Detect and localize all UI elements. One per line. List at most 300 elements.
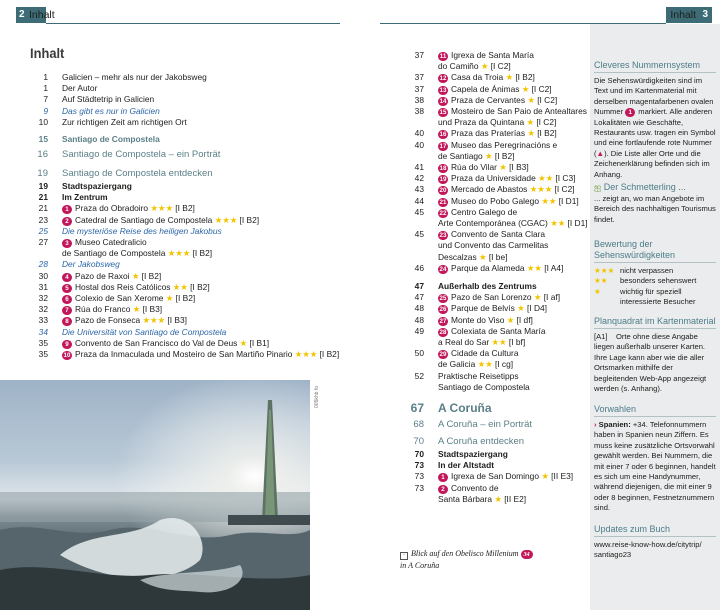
toc-entry bbox=[410, 95, 580, 106]
toc-page-number: 73 bbox=[414, 471, 424, 482]
toc-entry bbox=[30, 338, 370, 349]
rating-stars: ★★ bbox=[526, 262, 542, 273]
rating-stars: ★ bbox=[239, 337, 248, 348]
toc-title: In der Altstadt bbox=[438, 460, 494, 471]
toc-entry bbox=[30, 282, 370, 293]
toc-title: Der Jakobsweg bbox=[62, 259, 120, 270]
toc-page-number: 48 bbox=[414, 314, 424, 325]
toc-entry bbox=[410, 151, 580, 162]
sight-number-badge: 20 bbox=[439, 187, 447, 195]
lock-icon: ▲ bbox=[596, 148, 605, 158]
bewertung-title-2: Sehenswürdigkeiten bbox=[594, 250, 676, 260]
sight-number-badge: 2 bbox=[62, 217, 72, 226]
toc-entry bbox=[410, 483, 580, 494]
map-reference: [I be] bbox=[488, 251, 508, 262]
toc-entry bbox=[410, 371, 580, 382]
toc-page-number: 37 bbox=[414, 83, 424, 94]
toc-title: Galicien – mehr als nur der Jakobsweg bbox=[62, 72, 207, 82]
toc-entry bbox=[30, 106, 370, 117]
vorwahlen-label: Spanien: bbox=[598, 420, 631, 429]
toc-entry-text bbox=[438, 337, 525, 348]
toc-entry bbox=[410, 348, 580, 359]
planquadrat-body: Orte ohne diese Angabe liegen außerhalb unserer Karten. Ihre Lage kann aber wie die aller Ortsmarken mithilfe der begleitenden Web-App angezeigt werden (s. Anhang). bbox=[594, 332, 707, 394]
toc-entry-text bbox=[62, 248, 212, 259]
toc-entry-text bbox=[438, 281, 537, 292]
toc-title: A Coruña entdecken bbox=[438, 436, 525, 447]
toc-entry bbox=[410, 359, 580, 370]
toc-page-number: 35 bbox=[38, 337, 48, 348]
planquadrat-text bbox=[594, 332, 716, 394]
nummern-text-1: Die Sehenswürdigkeiten sind im Text und im Kartenmaterial mit derselben magentafarbenen ovalen Nummer bbox=[594, 76, 714, 117]
toc-entry bbox=[410, 196, 580, 207]
toc-title: Centro Galego de bbox=[451, 206, 518, 217]
toc-entry bbox=[30, 315, 370, 326]
toc-title: Auf Städtetrip in Galicien bbox=[62, 94, 155, 105]
updates-url-2[interactable]: santiago23 bbox=[594, 550, 632, 560]
nummern-badge: 1 bbox=[625, 108, 635, 117]
toc-page-number: 40 bbox=[414, 128, 424, 139]
rating-stars: ★★★ bbox=[529, 184, 553, 195]
rating-stars: ★ bbox=[517, 303, 525, 314]
toc-entry bbox=[410, 494, 580, 505]
toc-title: Hostal dos Reis Católicos bbox=[75, 281, 171, 292]
sight-number-badge: 25 bbox=[439, 295, 447, 303]
map-reference: [I D1] bbox=[567, 218, 588, 228]
toc-entry bbox=[30, 203, 370, 214]
toc-page-number: 73 bbox=[414, 460, 424, 471]
rating-stars: ★★ bbox=[172, 281, 188, 292]
rating-stars: ★ bbox=[485, 150, 493, 161]
toc-title: Convento de bbox=[451, 482, 499, 493]
toc-entry bbox=[410, 218, 588, 229]
rating-stars: ★ bbox=[131, 270, 140, 281]
toc-title: Der Autor bbox=[62, 83, 98, 94]
rating-stars: ★★ bbox=[477, 359, 493, 370]
toc-entry-text bbox=[438, 401, 492, 415]
toc-entry bbox=[30, 271, 370, 282]
map-reference: [I B2] bbox=[239, 214, 260, 225]
toc-entry bbox=[30, 304, 370, 315]
toc-entry bbox=[410, 207, 580, 218]
map-reference: [I C3] bbox=[555, 173, 576, 184]
toc-entry bbox=[410, 50, 580, 61]
toc-entry-text bbox=[62, 117, 187, 128]
toc-title: Santiago de Compostela entdecken bbox=[62, 168, 213, 179]
sight-number-badge: 12 bbox=[439, 75, 447, 83]
sight-number-badge: 1 bbox=[438, 473, 448, 482]
toc-title: Mercado de Abastos bbox=[451, 184, 528, 195]
toc-title: Santiago de Compostela bbox=[62, 134, 160, 144]
sight-number-badge: 29 bbox=[439, 351, 447, 359]
toc-entry-text bbox=[438, 483, 499, 494]
map-reference: [I B2] bbox=[175, 203, 195, 214]
toc-title: Im Zentrum bbox=[62, 192, 108, 203]
toc-page-number: 25 bbox=[38, 225, 48, 236]
toc-page-number: 19 bbox=[38, 181, 48, 191]
rating-stars: ★ bbox=[526, 117, 534, 128]
toc-entry bbox=[410, 252, 580, 263]
left-header-label: Inhalt bbox=[29, 9, 55, 21]
rating-stars: ★★★ bbox=[150, 203, 173, 214]
toc-entry-text bbox=[62, 94, 154, 105]
toc-entry bbox=[410, 471, 580, 482]
toc-title: Arte Contemporánea (CGAC) bbox=[438, 218, 548, 228]
map-reference: [I B2] bbox=[537, 128, 557, 139]
toc-title: Die Universität von Santiago de Compostela bbox=[62, 326, 227, 337]
map-reference: [I df] bbox=[516, 314, 533, 325]
toc-entry bbox=[30, 327, 370, 338]
toc-page-number: 43 bbox=[414, 184, 424, 195]
toc-page-number: 10 bbox=[38, 116, 48, 127]
toc-entry-text bbox=[438, 348, 519, 359]
sight-number-badge: 21 bbox=[439, 198, 447, 206]
map-reference: [I af] bbox=[543, 292, 561, 303]
toc-title: de Galicia bbox=[438, 359, 476, 370]
map-reference: [I B3] bbox=[167, 315, 187, 326]
toc-page-number: 23 bbox=[38, 214, 48, 225]
toc-page-number: 68 bbox=[413, 419, 424, 430]
toc-entry bbox=[30, 94, 370, 105]
toc-entry bbox=[410, 401, 580, 415]
toc-page-number: 70 bbox=[414, 449, 424, 459]
toc-page-number: 45 bbox=[414, 229, 424, 240]
toc-entry-text bbox=[438, 494, 526, 505]
toc-page-number: 38 bbox=[414, 94, 424, 105]
toc-title: Convento de San Francisco do Val de Deus bbox=[75, 337, 238, 348]
toc-page-number: 1 bbox=[43, 72, 48, 82]
toc-entry-text bbox=[438, 326, 546, 337]
toc-entry-text bbox=[62, 181, 132, 192]
toc-page-number: 28 bbox=[38, 259, 48, 270]
sight-number-badge: 24 bbox=[439, 265, 447, 273]
toc-page-number: 21 bbox=[38, 192, 48, 203]
toc-title: Stadtspaziergang bbox=[62, 181, 132, 191]
sight-number-badge: 22 bbox=[439, 209, 447, 217]
toc-entry bbox=[410, 460, 580, 471]
rating-stars: ★ bbox=[499, 162, 507, 172]
rating-legend-text: wichtig für speziell bbox=[620, 286, 682, 296]
sidebar-rule bbox=[594, 416, 716, 417]
toc-entry-text bbox=[438, 162, 529, 173]
rating-stars: ★ bbox=[478, 251, 487, 262]
map-reference: [I bf] bbox=[508, 337, 526, 347]
sidebar-schmetterling bbox=[594, 182, 716, 225]
toc-entry bbox=[30, 237, 370, 248]
toc-entry-text bbox=[438, 117, 556, 128]
toc-title: Parque de Belvís bbox=[451, 303, 515, 314]
sight-number-badge: 17 bbox=[439, 142, 447, 150]
toc-title: Casa da Troia bbox=[451, 72, 504, 83]
sight-number-badge: 6 bbox=[62, 295, 72, 304]
toc-entry-text bbox=[62, 282, 210, 293]
rating-stars: ★ bbox=[505, 72, 513, 83]
sight-number-badge: 13 bbox=[439, 86, 447, 94]
left-page-number: 2 bbox=[19, 9, 25, 20]
toc-title: Praza da Universidade bbox=[451, 173, 536, 184]
toc-page-number: 16 bbox=[37, 149, 48, 160]
toc-entry-text bbox=[438, 95, 557, 106]
rating-stars: ★ bbox=[494, 493, 502, 504]
rating-legend-row bbox=[594, 276, 716, 286]
sight-number-badge: 11 bbox=[439, 53, 447, 60]
toc-entry bbox=[410, 128, 580, 139]
sight-number-badge: 19 bbox=[439, 176, 447, 184]
rating-stars: ★★★ bbox=[167, 248, 191, 259]
toc-entry-text bbox=[438, 207, 517, 218]
toc-title: Capela de Ánimas bbox=[451, 83, 520, 94]
rating-legend-text: nicht verpassen bbox=[620, 266, 674, 275]
sight-number-badge: 10 bbox=[63, 352, 71, 359]
toc-entry bbox=[30, 149, 370, 160]
map-reference: [I C2] bbox=[554, 184, 575, 195]
toc-entry-text bbox=[438, 460, 494, 471]
toc-entry-text bbox=[438, 436, 524, 447]
map-reference: [I B3] bbox=[142, 304, 163, 315]
toc-page-number: 47 bbox=[414, 292, 424, 303]
toc-entry-text bbox=[62, 134, 160, 145]
toc-entry-text bbox=[438, 382, 530, 393]
toc-title: A Coruña bbox=[438, 401, 492, 415]
butterfly-icon: ஐ bbox=[594, 182, 602, 192]
toc-page-number: 70 bbox=[413, 436, 424, 447]
map-reference: [I D4] bbox=[526, 303, 547, 314]
map-reference: [I D1] bbox=[558, 195, 579, 206]
toc-entry-text bbox=[62, 293, 195, 304]
nummern-title: Cleveres Nummernsystem bbox=[594, 60, 701, 70]
toc-page-number: 30 bbox=[38, 270, 48, 281]
right-page-number: 3 bbox=[702, 9, 708, 20]
toc-entry bbox=[30, 248, 370, 259]
info-sidebar bbox=[590, 24, 720, 610]
toc-entry-text bbox=[438, 252, 507, 263]
toc-page-number: 35 bbox=[38, 349, 48, 359]
nummern-text bbox=[594, 76, 716, 180]
rating-stars: ★★ bbox=[491, 337, 507, 347]
toc-entry-text bbox=[438, 196, 579, 207]
vorwahlen-text bbox=[594, 420, 716, 514]
toc-page-number: 45 bbox=[414, 206, 424, 217]
toc-page-number: 42 bbox=[414, 173, 424, 184]
toc-entry-text bbox=[62, 338, 269, 349]
toc-entry-text bbox=[62, 349, 339, 360]
sight-number-badge: 28 bbox=[439, 328, 447, 336]
rating-legend-text: besonders sehenswert bbox=[620, 276, 697, 286]
toc-entry bbox=[410, 326, 580, 337]
map-reference: [I B2] bbox=[494, 150, 515, 161]
rating-stars: ★ bbox=[527, 94, 535, 105]
photo-obelisco bbox=[0, 380, 310, 610]
toc-entry-text bbox=[62, 149, 220, 160]
toc-entry-text bbox=[438, 61, 511, 72]
toc-entry bbox=[30, 293, 370, 304]
toc-entry bbox=[410, 337, 580, 348]
toc-entry-text bbox=[62, 271, 161, 282]
sight-number-badge: 27 bbox=[439, 317, 447, 325]
toc-entry-text bbox=[438, 128, 557, 139]
sight-number-badge: 16 bbox=[439, 131, 447, 139]
photo-illustration bbox=[0, 380, 310, 610]
toc-entry-text bbox=[62, 106, 160, 117]
toc-entry-text bbox=[438, 359, 513, 370]
left-page-tab bbox=[16, 7, 55, 23]
toc-title: Die mysteriöse Reise des heiligen Jakobus bbox=[62, 225, 222, 236]
toc-entry bbox=[410, 436, 580, 447]
toc-entry-text bbox=[438, 106, 587, 117]
toc-title: Praza da Inmaculada und Mosteiro de San Martiño Pinario bbox=[75, 349, 293, 359]
planquadrat-ref: [A1] bbox=[594, 332, 608, 341]
toc-title: Rúa do Vilar bbox=[451, 162, 497, 172]
toc-entry-text bbox=[438, 371, 519, 382]
bewertung-title-1: Bewertung der bbox=[594, 239, 653, 249]
toc-entry-text bbox=[438, 263, 563, 274]
toc-title: Pazo de Fonseca bbox=[75, 315, 141, 326]
toc-page-number: 33 bbox=[38, 315, 48, 326]
toc-entry-text bbox=[62, 237, 147, 248]
sight-number-badge: 9 bbox=[62, 340, 72, 349]
caption-line-2: in A Coruña bbox=[400, 561, 440, 570]
rating-legend bbox=[594, 266, 716, 308]
sight-number-badge: 18 bbox=[439, 165, 447, 172]
photo-caption bbox=[400, 548, 570, 571]
sidebar-rule bbox=[594, 72, 716, 73]
toc-entry bbox=[30, 72, 370, 83]
toc-title: Stadtspaziergang bbox=[438, 449, 508, 459]
toc-page-number: 1 bbox=[43, 83, 48, 94]
sight-number-badge: 4 bbox=[62, 273, 72, 282]
toc-entry bbox=[410, 303, 580, 314]
toc-page-number: 27 bbox=[38, 237, 48, 247]
toc-entry-text bbox=[62, 315, 187, 326]
toc-entry bbox=[30, 168, 370, 179]
toc-title: Zur richtigen Zeit am richtigen Ort bbox=[62, 116, 187, 127]
map-reference: [I C2] bbox=[536, 117, 557, 128]
toc-title: Cidade da Cultura bbox=[451, 348, 519, 359]
toc-title: Praktische Reisetipps bbox=[438, 370, 519, 381]
nummern-text-2: markiert. Alle anderen Lokalitäten wie Geschäfte, Restaurants usw. tragen ein Symbol und eine fortlaufende rote Nummer ( bbox=[594, 107, 716, 158]
toc-entry-text bbox=[438, 449, 508, 460]
rating-stars: ★ bbox=[132, 304, 141, 315]
toc-title: Santa Bárbara bbox=[438, 493, 493, 504]
toc-title: Museo Catedralicio bbox=[75, 237, 147, 247]
toc-entry-text bbox=[438, 50, 534, 61]
sidebar-vorwahlen bbox=[594, 404, 716, 514]
toc-entry bbox=[410, 162, 580, 173]
sight-number-badge: 8 bbox=[62, 317, 72, 326]
rating-stars: ★ bbox=[594, 286, 601, 296]
rating-stars: ★★★ bbox=[294, 349, 318, 359]
rating-legend-row bbox=[594, 266, 716, 276]
caption-line-1: Blick auf den Obelisco Millenium bbox=[411, 549, 519, 558]
sidebar-planquadrat bbox=[594, 316, 716, 394]
toc-title: Catedral de Santiago de Compostela bbox=[75, 214, 213, 225]
toc-entry-text bbox=[438, 84, 552, 95]
toc-entry-text bbox=[438, 303, 547, 314]
caption-badge: 34 bbox=[521, 550, 533, 559]
toc-entry-text bbox=[62, 226, 222, 237]
map-reference: [I B2] bbox=[192, 248, 213, 259]
toc-entry bbox=[30, 259, 370, 270]
toc-entry bbox=[410, 173, 580, 184]
updates-title: Updates zum Buch bbox=[594, 524, 671, 534]
toc-page-number: 7 bbox=[43, 94, 48, 105]
toc-page-number: 52 bbox=[414, 370, 424, 381]
sidebar-nummernsystem bbox=[594, 60, 716, 180]
toc-title: und Praza da Quintana bbox=[438, 117, 525, 128]
map-reference: [I A4] bbox=[544, 262, 564, 273]
toc-entry-text bbox=[438, 72, 535, 83]
map-reference: [I B2] bbox=[175, 293, 196, 303]
rating-stars: ★★ bbox=[538, 173, 554, 184]
toc-title: Museo das Peregrinacións e bbox=[451, 139, 558, 150]
toc-title: de Santiago bbox=[438, 150, 483, 161]
toc-page-number: 37 bbox=[414, 50, 424, 60]
toc-title: Descalzas bbox=[438, 251, 477, 262]
toc-page-number: 50 bbox=[414, 348, 424, 359]
sight-number-badge: 15 bbox=[439, 109, 447, 116]
toc-title: Santiago de Compostela – ein Porträt bbox=[62, 149, 221, 160]
toc-entry-text bbox=[62, 168, 213, 179]
toc-entry-text bbox=[438, 240, 548, 251]
toc-page-number: 41 bbox=[414, 162, 424, 172]
rating-stars: ★ bbox=[165, 293, 174, 303]
toc-entry-text bbox=[438, 229, 545, 240]
toc-entry-text bbox=[62, 72, 207, 83]
toc-entry bbox=[410, 449, 580, 460]
toc-title: Praza de Cervantes bbox=[451, 94, 526, 105]
map-reference: [II E3] bbox=[551, 471, 574, 482]
toc-entry-text bbox=[438, 419, 532, 430]
toc-entry-text bbox=[438, 173, 575, 184]
toc-page-number: 40 bbox=[414, 139, 424, 150]
right-header-label: Inhalt bbox=[670, 9, 696, 21]
sidebar-bewertung bbox=[594, 239, 716, 308]
left-header-rule bbox=[46, 23, 340, 24]
toc-title: Praza do Obradoiro bbox=[75, 203, 149, 214]
schmetterling-text: ... zeigt an, wo man Angebote im Bereich des nachhaltigen Tourismus findet. bbox=[594, 194, 716, 224]
page-title: Inhalt bbox=[30, 45, 65, 61]
toc-entry bbox=[410, 84, 580, 95]
toc-entry-text bbox=[438, 184, 575, 195]
toc-title: Pazo de San Lorenzo bbox=[451, 292, 532, 303]
sight-number-badge: 26 bbox=[439, 306, 447, 314]
rating-stars: ★★ bbox=[594, 276, 608, 286]
toc-page-number: 15 bbox=[38, 134, 48, 144]
sight-number-badge: 2 bbox=[438, 485, 448, 494]
toc-page-number: 38 bbox=[414, 106, 424, 116]
rating-stars: ★★ bbox=[550, 218, 566, 228]
toc-title: de Santiago de Compostela bbox=[62, 248, 166, 259]
right-page-tab bbox=[666, 7, 712, 23]
toc-title: A Coruña – ein Porträt bbox=[438, 419, 532, 430]
toc-entry bbox=[30, 134, 370, 145]
updates-url-1[interactable]: www.reise-know-how.de/citytrip/ bbox=[594, 540, 702, 549]
map-reference: [II E2] bbox=[504, 493, 527, 504]
toc-page-number: 44 bbox=[414, 195, 424, 206]
sight-number-badge: 14 bbox=[439, 97, 447, 105]
rating-stars: ★ bbox=[541, 471, 549, 482]
sight-number-badge: 5 bbox=[62, 284, 72, 293]
toc-entry bbox=[410, 72, 580, 83]
toc-title: Museo do Pobo Galego bbox=[451, 195, 539, 206]
rating-stars: ★ bbox=[533, 292, 542, 303]
rating-stars: ★ bbox=[480, 61, 489, 72]
map-reference: [I C2] bbox=[490, 61, 511, 72]
toc-entry-text bbox=[438, 140, 557, 151]
sight-number-badge: 1 bbox=[62, 205, 72, 214]
planquadrat-title: Planquadrat im Kartenmaterial bbox=[594, 316, 716, 326]
toc-title: a Real do Sar bbox=[438, 337, 490, 347]
toc-page-number: 32 bbox=[38, 293, 48, 303]
